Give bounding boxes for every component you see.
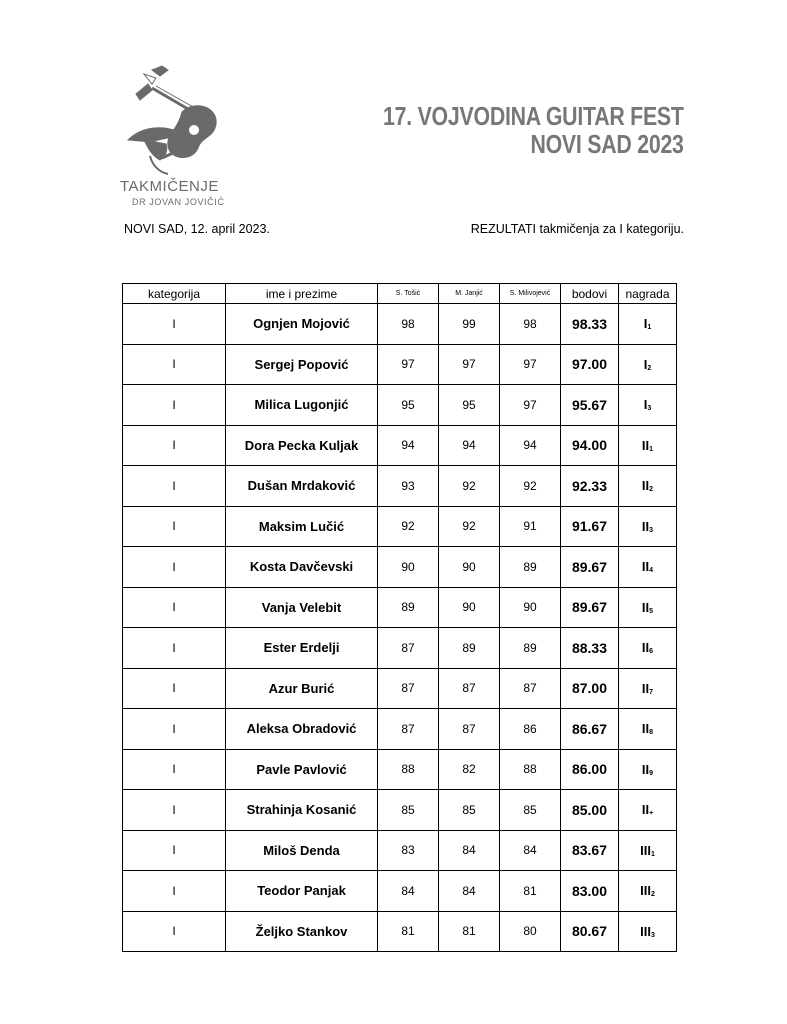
award-rank: 4 bbox=[649, 567, 654, 575]
logo-subtitle: DR JOVAN JOVIČIĆ bbox=[132, 197, 225, 207]
header-points: bodovi bbox=[561, 284, 619, 304]
place-date: NOVI SAD, 12. april 2023. bbox=[124, 222, 270, 236]
cell-award bbox=[619, 911, 677, 952]
cell-award bbox=[619, 344, 677, 385]
table-row bbox=[123, 830, 677, 871]
award-rank: 3 bbox=[650, 931, 655, 939]
cell-points: 85.00 bbox=[561, 790, 619, 831]
cell-name: Sergej Popović bbox=[226, 344, 378, 385]
award-level: III bbox=[640, 923, 651, 939]
table-body bbox=[123, 304, 677, 952]
cell-judge-3: 92 bbox=[500, 466, 561, 507]
header-judge-1: S. Tošić bbox=[378, 284, 439, 304]
cell-judge-3: 84 bbox=[500, 830, 561, 871]
table-row bbox=[123, 749, 677, 790]
cell-name: Dušan Mrdaković bbox=[226, 466, 378, 507]
table-row bbox=[123, 547, 677, 588]
cell-category: I bbox=[123, 344, 226, 385]
cell-category: I bbox=[123, 871, 226, 912]
header-award: nagrada bbox=[619, 284, 677, 304]
cell-points: 92.33 bbox=[561, 466, 619, 507]
festival-title-line2: NOVI SAD 2023 bbox=[530, 129, 684, 159]
table-row bbox=[123, 466, 677, 507]
cell-points: 91.67 bbox=[561, 506, 619, 547]
award-level: II bbox=[641, 599, 650, 615]
cell-name: Vanja Velebit bbox=[226, 587, 378, 628]
cell-name: Dora Pecka Kuljak bbox=[226, 425, 378, 466]
cell-category: I bbox=[123, 385, 226, 426]
cell-name: Miloš Denda bbox=[226, 830, 378, 871]
cell-judge-2: 92 bbox=[439, 506, 500, 547]
award-rank: + bbox=[649, 810, 654, 818]
results-table bbox=[122, 283, 677, 952]
cell-judge-1: 90 bbox=[378, 547, 439, 588]
cell-points: 80.67 bbox=[561, 911, 619, 952]
header-name: ime i prezime bbox=[226, 284, 378, 304]
cell-category: I bbox=[123, 466, 226, 507]
cell-judge-1: 85 bbox=[378, 790, 439, 831]
cell-judge-3: 86 bbox=[500, 709, 561, 750]
cell-points: 97.00 bbox=[561, 344, 619, 385]
cell-judge-2: 84 bbox=[439, 830, 500, 871]
cell-judge-2: 85 bbox=[439, 790, 500, 831]
cell-name: Pavle Pavlović bbox=[226, 749, 378, 790]
cell-judge-3: 91 bbox=[500, 506, 561, 547]
cell-judge-1: 98 bbox=[378, 304, 439, 345]
cell-judge-1: 92 bbox=[378, 506, 439, 547]
award-level: II bbox=[641, 761, 650, 777]
cell-judge-3: 80 bbox=[500, 911, 561, 952]
cell-judge-3: 90 bbox=[500, 587, 561, 628]
cell-award bbox=[619, 709, 677, 750]
cell-judge-3: 81 bbox=[500, 871, 561, 912]
cell-points: 98.33 bbox=[561, 304, 619, 345]
cell-award bbox=[619, 749, 677, 790]
cell-judge-1: 81 bbox=[378, 911, 439, 952]
award-rank: 2 bbox=[650, 891, 655, 899]
cell-points: 83.00 bbox=[561, 871, 619, 912]
table-row bbox=[123, 709, 677, 750]
table-row bbox=[123, 628, 677, 669]
competition-logo bbox=[118, 64, 228, 214]
cell-judge-2: 99 bbox=[439, 304, 500, 345]
table-row bbox=[123, 344, 677, 385]
festival-title-line1: 17. VOJVODINA GUITAR FEST bbox=[383, 101, 684, 131]
award-rank: 1 bbox=[647, 324, 652, 332]
cell-judge-3: 88 bbox=[500, 749, 561, 790]
cell-judge-1: 87 bbox=[378, 668, 439, 709]
cell-judge-1: 95 bbox=[378, 385, 439, 426]
cell-award bbox=[619, 466, 677, 507]
cell-name: Ognjen Mojović bbox=[226, 304, 378, 345]
cell-category: I bbox=[123, 709, 226, 750]
cell-judge-1: 84 bbox=[378, 871, 439, 912]
award-level: I bbox=[643, 397, 648, 413]
cell-judge-3: 97 bbox=[500, 385, 561, 426]
cell-judge-1: 89 bbox=[378, 587, 439, 628]
cell-judge-3: 87 bbox=[500, 668, 561, 709]
award-rank: 6 bbox=[649, 648, 654, 656]
cell-name: Ester Erdelji bbox=[226, 628, 378, 669]
award-rank: 5 bbox=[649, 607, 654, 615]
award-level: II bbox=[641, 437, 650, 453]
table-row bbox=[123, 304, 677, 345]
cell-judge-2: 92 bbox=[439, 466, 500, 507]
award-rank: 1 bbox=[650, 850, 655, 858]
cell-judge-2: 90 bbox=[439, 547, 500, 588]
cell-judge-1: 94 bbox=[378, 425, 439, 466]
cell-judge-1: 87 bbox=[378, 709, 439, 750]
award-level: I bbox=[643, 316, 648, 332]
cell-judge-2: 81 bbox=[439, 911, 500, 952]
award-level: III bbox=[640, 883, 651, 899]
cell-award bbox=[619, 871, 677, 912]
cell-name: Milica Lugonjić bbox=[226, 385, 378, 426]
cell-award bbox=[619, 547, 677, 588]
cell-category: I bbox=[123, 425, 226, 466]
cell-judge-3: 98 bbox=[500, 304, 561, 345]
award-level: III bbox=[640, 842, 651, 858]
cell-award bbox=[619, 587, 677, 628]
table-header-row bbox=[123, 284, 677, 304]
cell-category: I bbox=[123, 749, 226, 790]
cell-name: Maksim Lučić bbox=[226, 506, 378, 547]
cell-name: Aleksa Obradović bbox=[226, 709, 378, 750]
cell-judge-1: 83 bbox=[378, 830, 439, 871]
logo-title: TAKMIČENJE bbox=[120, 178, 219, 195]
header-judge-2: M. Janjić bbox=[439, 284, 500, 304]
cell-judge-2: 90 bbox=[439, 587, 500, 628]
cell-judge-1: 93 bbox=[378, 466, 439, 507]
award-rank: 3 bbox=[647, 405, 652, 413]
award-level: II bbox=[641, 478, 650, 494]
festival-title bbox=[383, 102, 684, 158]
cell-points: 83.67 bbox=[561, 830, 619, 871]
award-rank: 7 bbox=[649, 688, 654, 696]
cell-judge-2: 87 bbox=[439, 668, 500, 709]
table-row bbox=[123, 790, 677, 831]
cell-judge-2: 89 bbox=[439, 628, 500, 669]
cell-category: I bbox=[123, 547, 226, 588]
cell-judge-1: 87 bbox=[378, 628, 439, 669]
cell-category: I bbox=[123, 668, 226, 709]
cell-judge-1: 88 bbox=[378, 749, 439, 790]
table-row bbox=[123, 668, 677, 709]
award-level: I bbox=[643, 356, 648, 372]
award-level: II bbox=[641, 802, 650, 818]
cell-award bbox=[619, 790, 677, 831]
award-rank: 9 bbox=[649, 769, 654, 777]
award-rank: 2 bbox=[649, 486, 654, 494]
award-level: II bbox=[641, 680, 650, 696]
cell-category: I bbox=[123, 790, 226, 831]
cell-award bbox=[619, 385, 677, 426]
cell-points: 89.67 bbox=[561, 547, 619, 588]
cell-judge-2: 82 bbox=[439, 749, 500, 790]
award-level: II bbox=[641, 640, 650, 656]
cell-category: I bbox=[123, 628, 226, 669]
award-level: II bbox=[641, 721, 650, 737]
cell-judge-2: 94 bbox=[439, 425, 500, 466]
cell-category: I bbox=[123, 587, 226, 628]
cell-category: I bbox=[123, 830, 226, 871]
guitarist-icon bbox=[122, 64, 222, 176]
cell-judge-3: 89 bbox=[500, 628, 561, 669]
table-row bbox=[123, 506, 677, 547]
cell-name: Kosta Davčevski bbox=[226, 547, 378, 588]
cell-judge-2: 84 bbox=[439, 871, 500, 912]
cell-points: 89.67 bbox=[561, 587, 619, 628]
cell-name: Strahinja Kosanić bbox=[226, 790, 378, 831]
cell-name: Željko Stankov bbox=[226, 911, 378, 952]
table-row bbox=[123, 911, 677, 952]
cell-points: 88.33 bbox=[561, 628, 619, 669]
cell-category: I bbox=[123, 506, 226, 547]
cell-award bbox=[619, 830, 677, 871]
table-row bbox=[123, 587, 677, 628]
results-title: REZULTATI takmičenja za I kategoriju. bbox=[470, 222, 684, 236]
award-level: II bbox=[641, 559, 650, 575]
cell-points: 95.67 bbox=[561, 385, 619, 426]
cell-judge-2: 97 bbox=[439, 344, 500, 385]
cell-points: 86.67 bbox=[561, 709, 619, 750]
cell-judge-1: 97 bbox=[378, 344, 439, 385]
cell-judge-3: 89 bbox=[500, 547, 561, 588]
cell-judge-3: 97 bbox=[500, 344, 561, 385]
award-rank: 2 bbox=[647, 364, 652, 372]
cell-points: 87.00 bbox=[561, 668, 619, 709]
cell-judge-2: 95 bbox=[439, 385, 500, 426]
cell-category: I bbox=[123, 911, 226, 952]
table-row bbox=[123, 425, 677, 466]
award-rank: 3 bbox=[649, 526, 654, 534]
cell-name: Teodor Panjak bbox=[226, 871, 378, 912]
table-row bbox=[123, 385, 677, 426]
cell-points: 86.00 bbox=[561, 749, 619, 790]
cell-category: I bbox=[123, 304, 226, 345]
award-level: II bbox=[641, 518, 650, 534]
cell-name: Azur Burić bbox=[226, 668, 378, 709]
cell-award bbox=[619, 425, 677, 466]
cell-award bbox=[619, 506, 677, 547]
cell-judge-3: 85 bbox=[500, 790, 561, 831]
cell-award bbox=[619, 668, 677, 709]
table-row bbox=[123, 871, 677, 912]
award-rank: 1 bbox=[649, 445, 654, 453]
award-rank: 8 bbox=[649, 729, 654, 737]
cell-points: 94.00 bbox=[561, 425, 619, 466]
cell-award bbox=[619, 628, 677, 669]
cell-judge-3: 94 bbox=[500, 425, 561, 466]
cell-award bbox=[619, 304, 677, 345]
header-category: kategorija bbox=[123, 284, 226, 304]
header-judge-3: S. Milivojević bbox=[500, 284, 561, 304]
cell-judge-2: 87 bbox=[439, 709, 500, 750]
